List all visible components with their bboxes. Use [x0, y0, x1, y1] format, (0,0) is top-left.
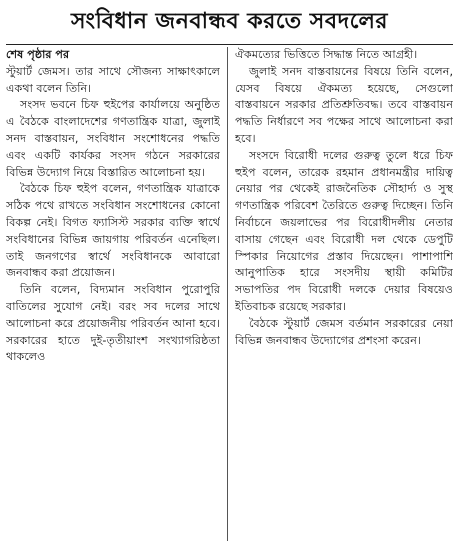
continued-from-label: শেষ পৃষ্ঠার পর	[6, 48, 70, 61]
headline-rule	[6, 44, 453, 45]
paragraph: বৈঠকে চিফ হুইপ বলেন, গণতান্ত্রিক যাত্রাকে সঠিক পথে রাখতে সংবিধান সংশোধনের কোনো বিকল্প নেই। বিগত ফ্যাসিস্ট সরকার ব্যক্তি স্বার্থে সংবিধানের বিভিন্ন জায়গায় পরিবর্তন এনেছিল। তাই জনগণের স্বার্থে সংবিধানকে আবারো জনবান্ধব করা প্রয়োজন।	[6, 182, 220, 280]
left-column	[6, 47, 220, 545]
paragraph: সংসদ ভবনে চিফ হুইপের কার্যালয়ে অনুষ্ঠিত এ বৈঠকে বাংলাদেশের গণতান্ত্রিক যাত্রা, জুলাই সনদ বাস্তবায়ন, সংবিধান সংশোধনের পদ্ধতি এবং একটি কার্যকর সংসদ গঠনে সরকারের বিভিন্ন উদ্যোগ নিয়ে বিস্তারিত আলোচনা হয়।	[6, 98, 220, 179]
right-column	[235, 47, 453, 545]
paragraph: বৈঠকে স্টুয়ার্ট জেমস বর্তমান সরকারের নেয়া বিভিন্ন জনবান্ধব উদ্যোগের প্রশংসা করেন।	[235, 316, 453, 347]
headline: সংবিধান জনবান্ধব করতে সবদলের	[71, 8, 388, 34]
paragraph: জুলাই সনদ বাস্তবায়নের বিষয়ে তিনি বলেন, যেসব বিষয়ে ঐকমত্য হয়েছে, সেগুলো বাস্তবায়নে সরকার প্রতিশ্রুতিবদ্ধ। তবে বাস্তবায়ন পদ্ধতি নির্ধারণে সব পক্ষের সাথে আলোচনা করা হবে।	[235, 64, 453, 145]
paragraph: ঐকমত্যের ভিত্তিতে সিদ্ধান্ত নিতে আগ্রহী।	[235, 48, 418, 61]
paragraph: তিনি বলেন, বিদ্যমান সংবিধান পুরোপুরি বাতিলের সুযোগ নেই। বরং সব দলের সাথে আলোচনা করে প্রয়োজনীয় পরিবর্তন আনা হবে। সরকারের হাতে দুই-তৃতীয়াংশ সংখ্যাগরিষ্ঠতা থাকলেও	[6, 283, 220, 364]
paragraph: স্টুয়ার্ট জেমস। তার সাথে সৌজন্য সাক্ষাৎকালে একথা বলেন তিনি।	[6, 64, 220, 95]
paragraph: সংসদে বিরোধী দলের গুরুত্ব তুলে ধরে চিফ হুইপ বলেন, তারেক রহমান প্রধানমন্ত্রীর দায়িত্ব নেয়ার পর থেকেই রাজনৈতিক সৌহার্দ্য ও সুস্থ গণতান্ত্রিক পরিবেশ তৈরিতে গুরুত্ব দিচ্ছেন। তিনি নির্বাচনে জয়লাভের পর বিরোধীদলীয় নেতার বাসায় গেছেন এবং বিরোধী দল থেকে ডেপুটি স্পিকার নিয়োগের প্রস্তাব দিয়েছেন। পাশাপাশি আনুপাতিক হারে সংসদীয় স্থায়ী কমিটির সভাপতির পদ বিরোধী দলকে দেয়ার বিষয়েও ইতিবাচক রয়েছে সরকার।	[235, 148, 453, 313]
column-divider	[227, 47, 228, 541]
